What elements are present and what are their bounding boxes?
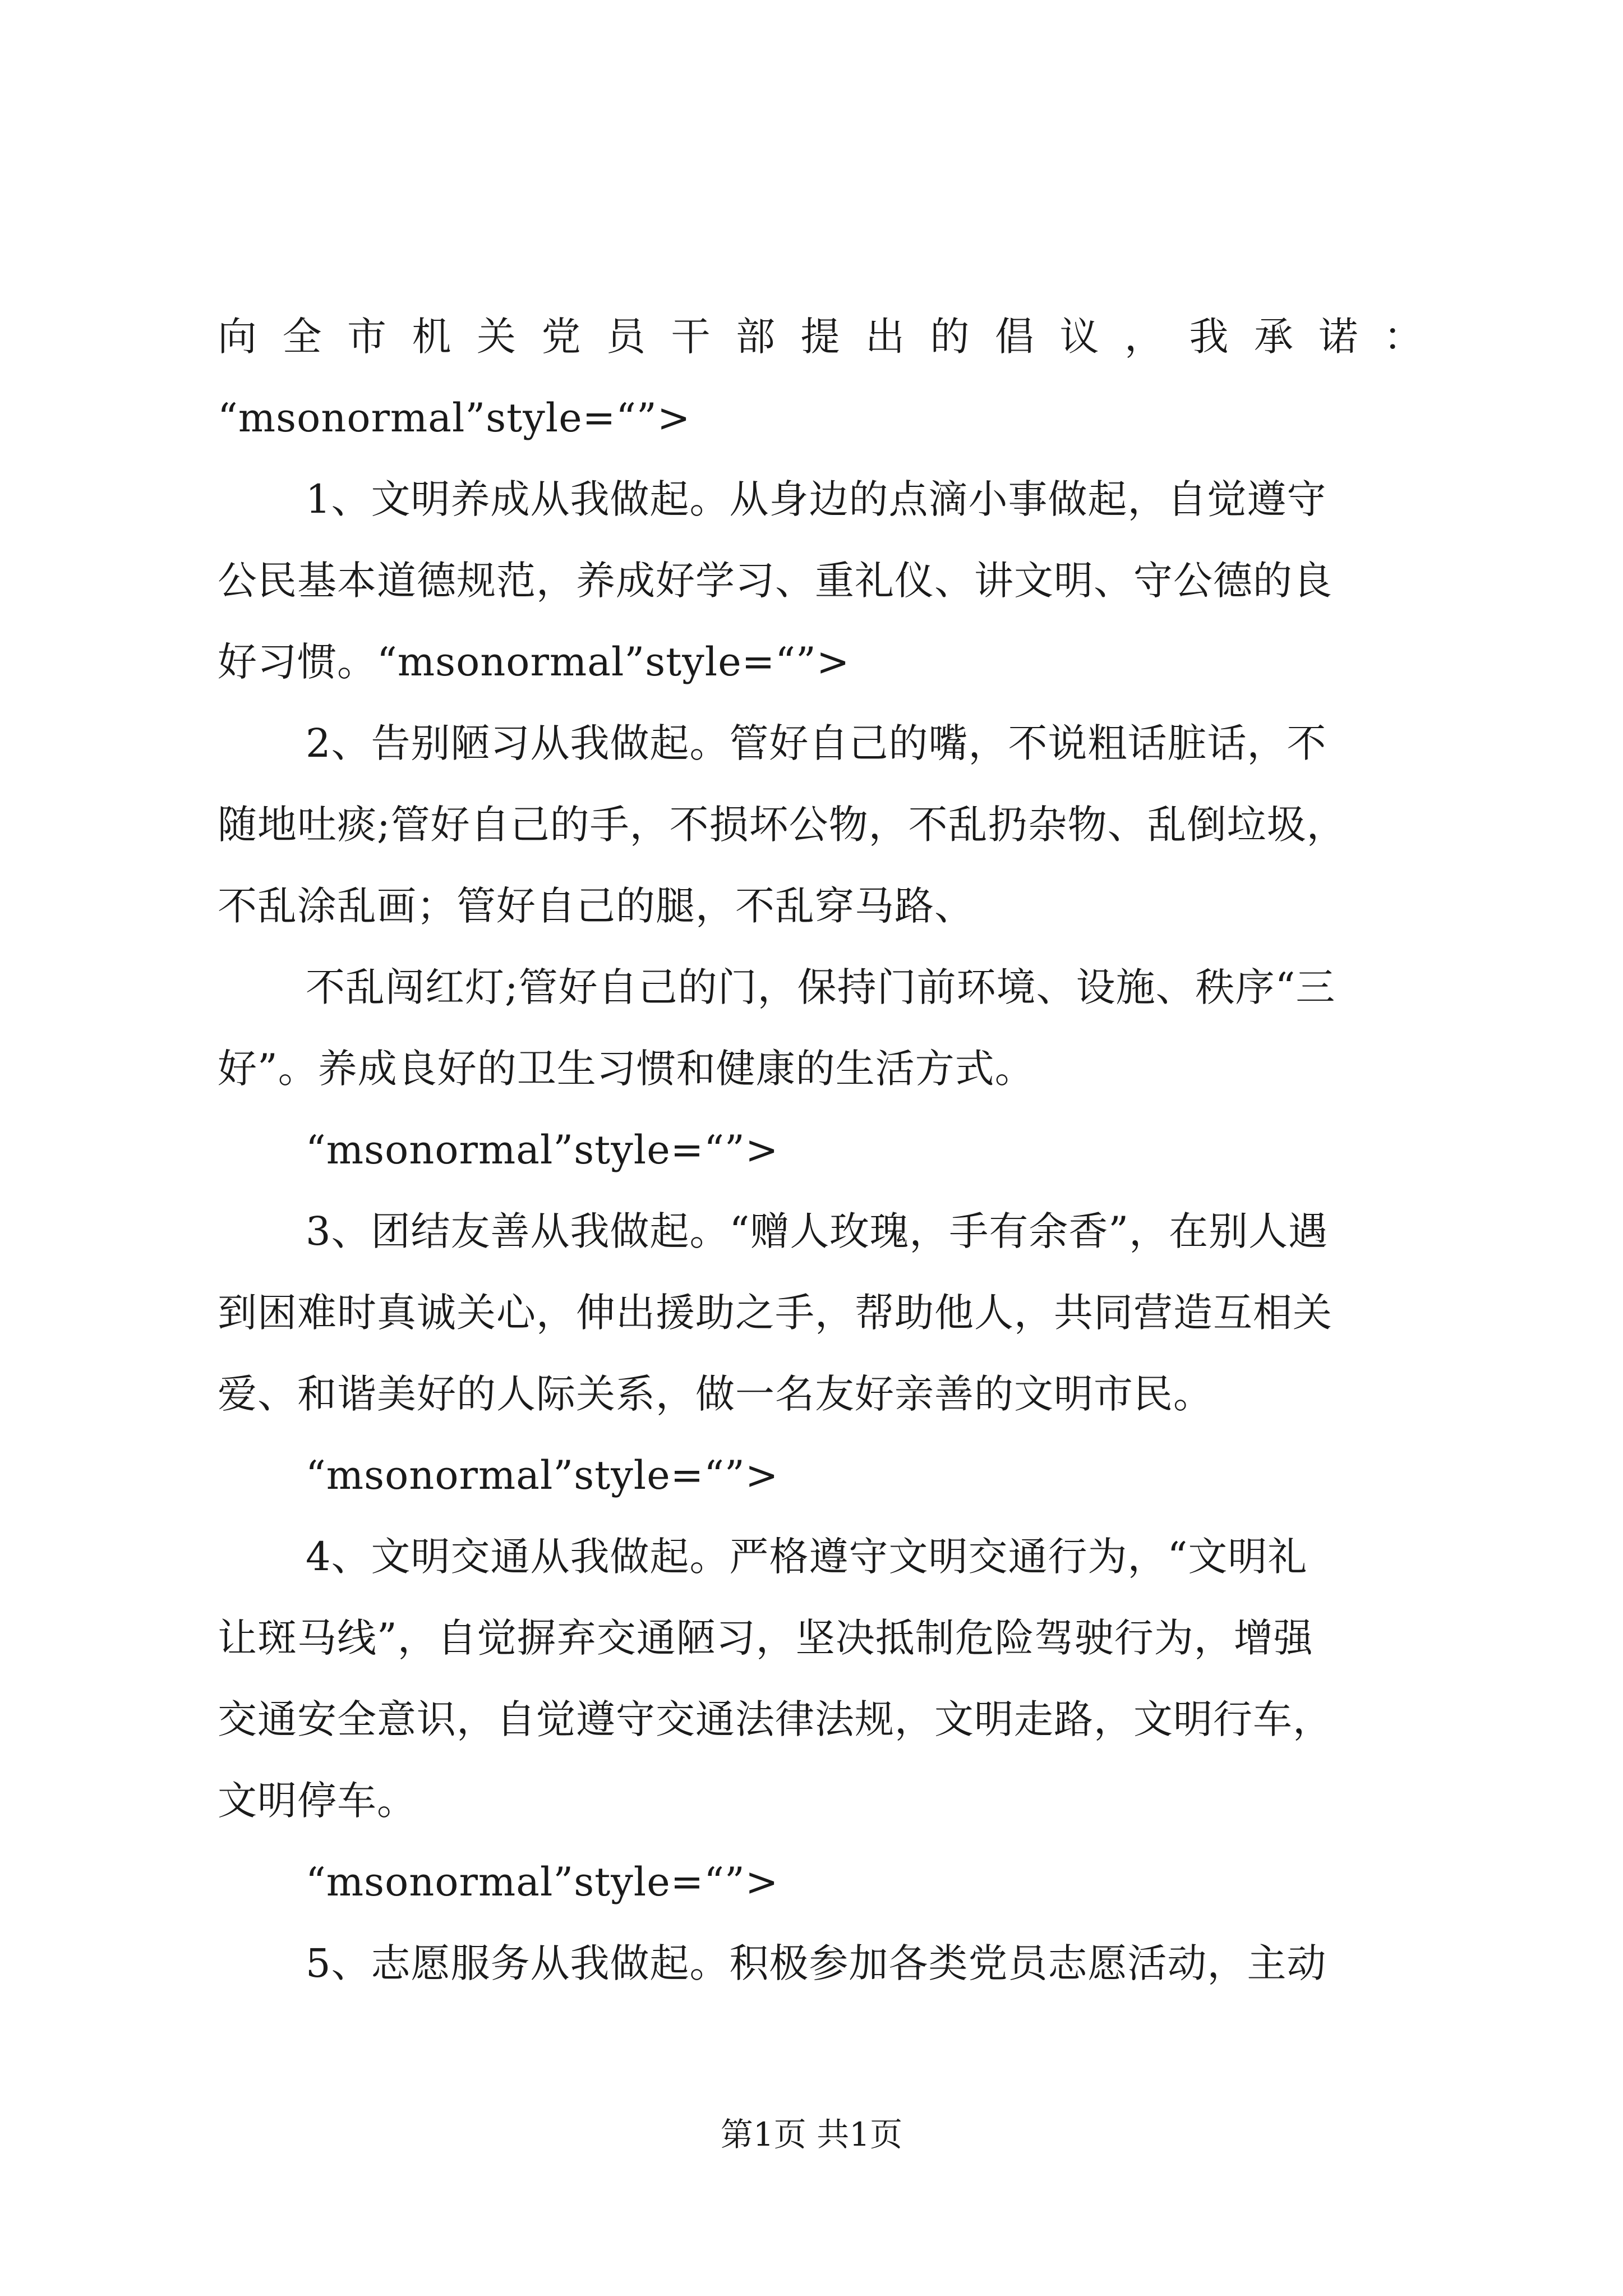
text-line-7: 随地吐痰;管好自己的手，不损坏公物，不乱扔杂物、乱倒垃圾， (218, 802, 1347, 848)
text-line-11: “msonormal”style=“”> (306, 1127, 779, 1173)
text-line-16: 4、文明交通从我做起。严格遵守文明交通行为，“文明礼 (306, 1534, 1308, 1580)
text-line-6: 2、告别陋习从我做起。管好自己的嘴，不说粗话脏话，不 (306, 720, 1327, 766)
text-char: 向 (218, 314, 257, 360)
text-line-13: 到困难时真诚关心，伸出援助之手，帮助他人，共同营造互相关 (218, 1290, 1332, 1336)
text-char: 部 (736, 314, 776, 360)
text-line-3: 1、文明养成从我做起。从身边的点滴小事做起，自觉遵守 (306, 476, 1327, 522)
text-line-17: 让斑马线”，自觉摒弃交通陋习，坚决抵制危险驾驶行为，增强 (218, 1615, 1313, 1661)
text-char: 市 (347, 314, 387, 360)
text-line-18: 交通安全意识，自觉遵守交通法律法规，文明走路，文明行车， (218, 1696, 1332, 1742)
text-char: ： (1384, 314, 1423, 360)
text-char: 员 (606, 314, 646, 360)
text-char: 机 (412, 314, 452, 360)
text-line-15: “msonormal”style=“”> (306, 1452, 779, 1498)
text-char: 提 (800, 314, 841, 360)
text-char: 的 (930, 314, 970, 360)
text-line-1 (218, 311, 1423, 362)
text-line-20: “msonormal”style=“”> (306, 1859, 779, 1905)
text-char: 全 (282, 314, 322, 360)
text-line-12: 3、团结友善从我做起。“赠人玫瑰，手有余香”，在别人遇 (306, 1208, 1329, 1254)
text-char: 出 (865, 314, 905, 360)
text-char: 关 (477, 314, 517, 360)
text-char: 党 (541, 314, 582, 360)
text-line-21: 5、志愿服务从我做起。积极参加各类党员志愿活动，主动 (306, 1940, 1327, 1986)
text-char: 我 (1189, 314, 1229, 360)
text-line-14: 爱、和谐美好的人际关系，做一名友好亲善的文明市民。 (218, 1371, 1213, 1417)
text-line-4: 公民基本道德规范，养成好学习、重礼仪、讲文明、守公德的良 (218, 558, 1332, 604)
text-line-2: “msonormal”style=“”> (218, 395, 691, 441)
text-char: ， (1124, 314, 1164, 360)
text-line-5: 好习惯。“msonormal”style=“”> (218, 639, 850, 685)
text-line-8: 不乱涂乱画；管好自己的腿，不乱穿马路、 (218, 883, 974, 929)
text-line-19: 文明停车。 (218, 1778, 417, 1824)
text-line-9: 不乱闯红灯;管好自己的门，保持门前环境、设施、秩序“三 (306, 964, 1336, 1010)
text-char: 干 (671, 314, 711, 360)
text-line-10: 好”。养成良好的卫生习惯和健康的生活方式。 (218, 1046, 1035, 1092)
text-char: 议 (1059, 314, 1100, 360)
text-char: 诺 (1318, 314, 1359, 360)
text-char: 承 (1254, 314, 1294, 360)
page-number-footer: 第1页 共1页 (720, 2115, 903, 2154)
text-char: 倡 (995, 314, 1035, 360)
